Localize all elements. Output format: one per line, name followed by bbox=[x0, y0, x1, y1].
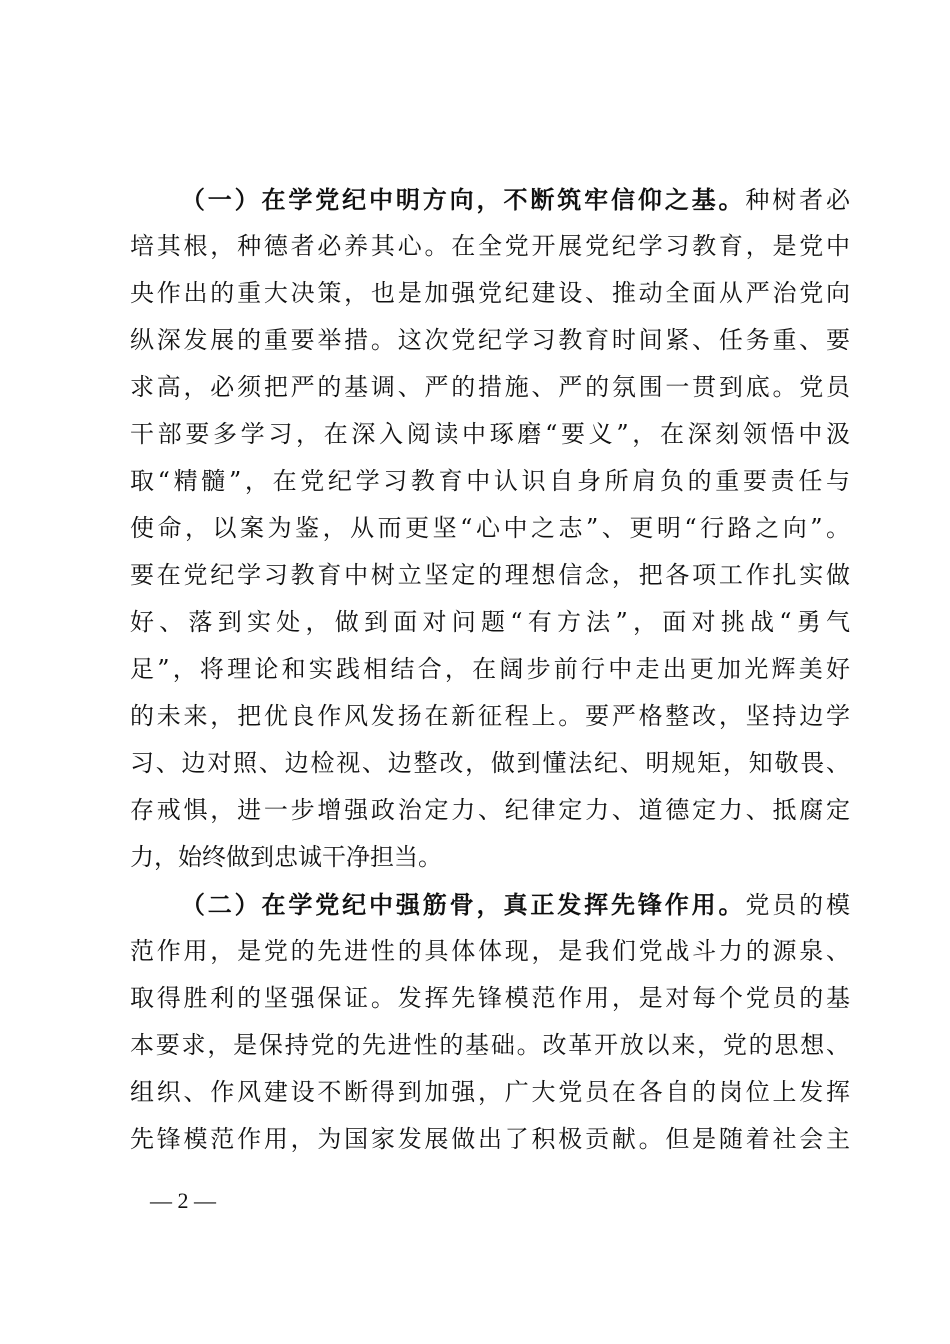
paragraph-2-line-1 bbox=[130, 881, 850, 928]
paragraph-1-first-line-text: 种树者必 bbox=[745, 186, 850, 214]
paragraph-2-line: 范作用，是党的先进性的具体体现，是我们党战斗力的源泉、 bbox=[130, 937, 850, 965]
paragraph-2-heading: （二）在学党纪中强筋骨，真正发挥先锋作用。 bbox=[178, 890, 746, 919]
paragraph-1-line: 足”，将理论和实践相结合，在阔步前行中走出更加光辉美好 bbox=[130, 655, 850, 683]
paragraph-2-first-line-text: 党员的模 bbox=[745, 891, 850, 919]
document-body bbox=[130, 176, 850, 1163]
paragraph-1-line: 好、落到实处，做到面对问题“有方法”，面对挑战“勇气 bbox=[130, 608, 850, 636]
paragraph-1-line: 存戒惧，进一步增强政治定力、纪律定力、道德定力、抵腐定 bbox=[130, 796, 850, 824]
paragraph-1-line-1 bbox=[130, 176, 850, 223]
paragraph-1-line: 培其根，种德者必养其心。在全党开展党纪学习教育，是党中 bbox=[130, 232, 850, 260]
paragraph-1-line: 纵深发展的重要举措。这次党纪学习教育时间紧、任务重、要 bbox=[130, 326, 850, 354]
paragraph-1-line: 习、边对照、边检视、边整改，做到懂法纪、明规矩，知敬畏、 bbox=[130, 749, 850, 777]
paragraph-2-line: 本要求，是保持党的先进性的基础。改革开放以来，党的思想、 bbox=[130, 1031, 850, 1059]
paragraph-1-line: 取“精髓”，在党纪学习教育中认识自身所肩负的重要责任与 bbox=[130, 467, 850, 495]
paragraph-1-line: 干部要多学习，在深入阅读中琢磨“要义”，在深刻领悟中汲 bbox=[130, 420, 850, 448]
paragraph-2-line: 组织、作风建设不断得到加强，广大党员在各自的岗位上发挥 bbox=[130, 1078, 850, 1106]
paragraph-1-line: 要在党纪学习教育中树立坚定的理想信念，把各项工作扎实做 bbox=[130, 561, 850, 589]
paragraph-1-heading: （一）在学党纪中明方向，不断筑牢信仰之基。 bbox=[178, 185, 746, 214]
paragraph-1-line: 求高，必须把严的基调、严的措施、严的氛围一贯到底。党员 bbox=[130, 373, 850, 401]
paragraph-2-line: 取得胜利的坚强保证。发挥先锋模范作用，是对每个党员的基 bbox=[130, 984, 850, 1012]
paragraph-1-line: 使命，以案为鉴，从而更坚“心中之志”、更明“行路之向”。 bbox=[130, 514, 850, 542]
paragraph-2-line: 先锋模范作用，为国家发展做出了积极贡献。但是随着社会主 bbox=[130, 1125, 850, 1153]
paragraph-1-line: 的未来，把优良作风发扬在新征程上。要严格整改，坚持边学 bbox=[130, 702, 850, 730]
page-number: — 2 — bbox=[150, 1188, 216, 1213]
paragraph-1-line: 力，始终做到忠诚干净担当。 bbox=[130, 843, 442, 871]
paragraph-1-line: 央作出的重大决策，也是加强党纪建设、推动全面从严治党向 bbox=[130, 279, 850, 307]
